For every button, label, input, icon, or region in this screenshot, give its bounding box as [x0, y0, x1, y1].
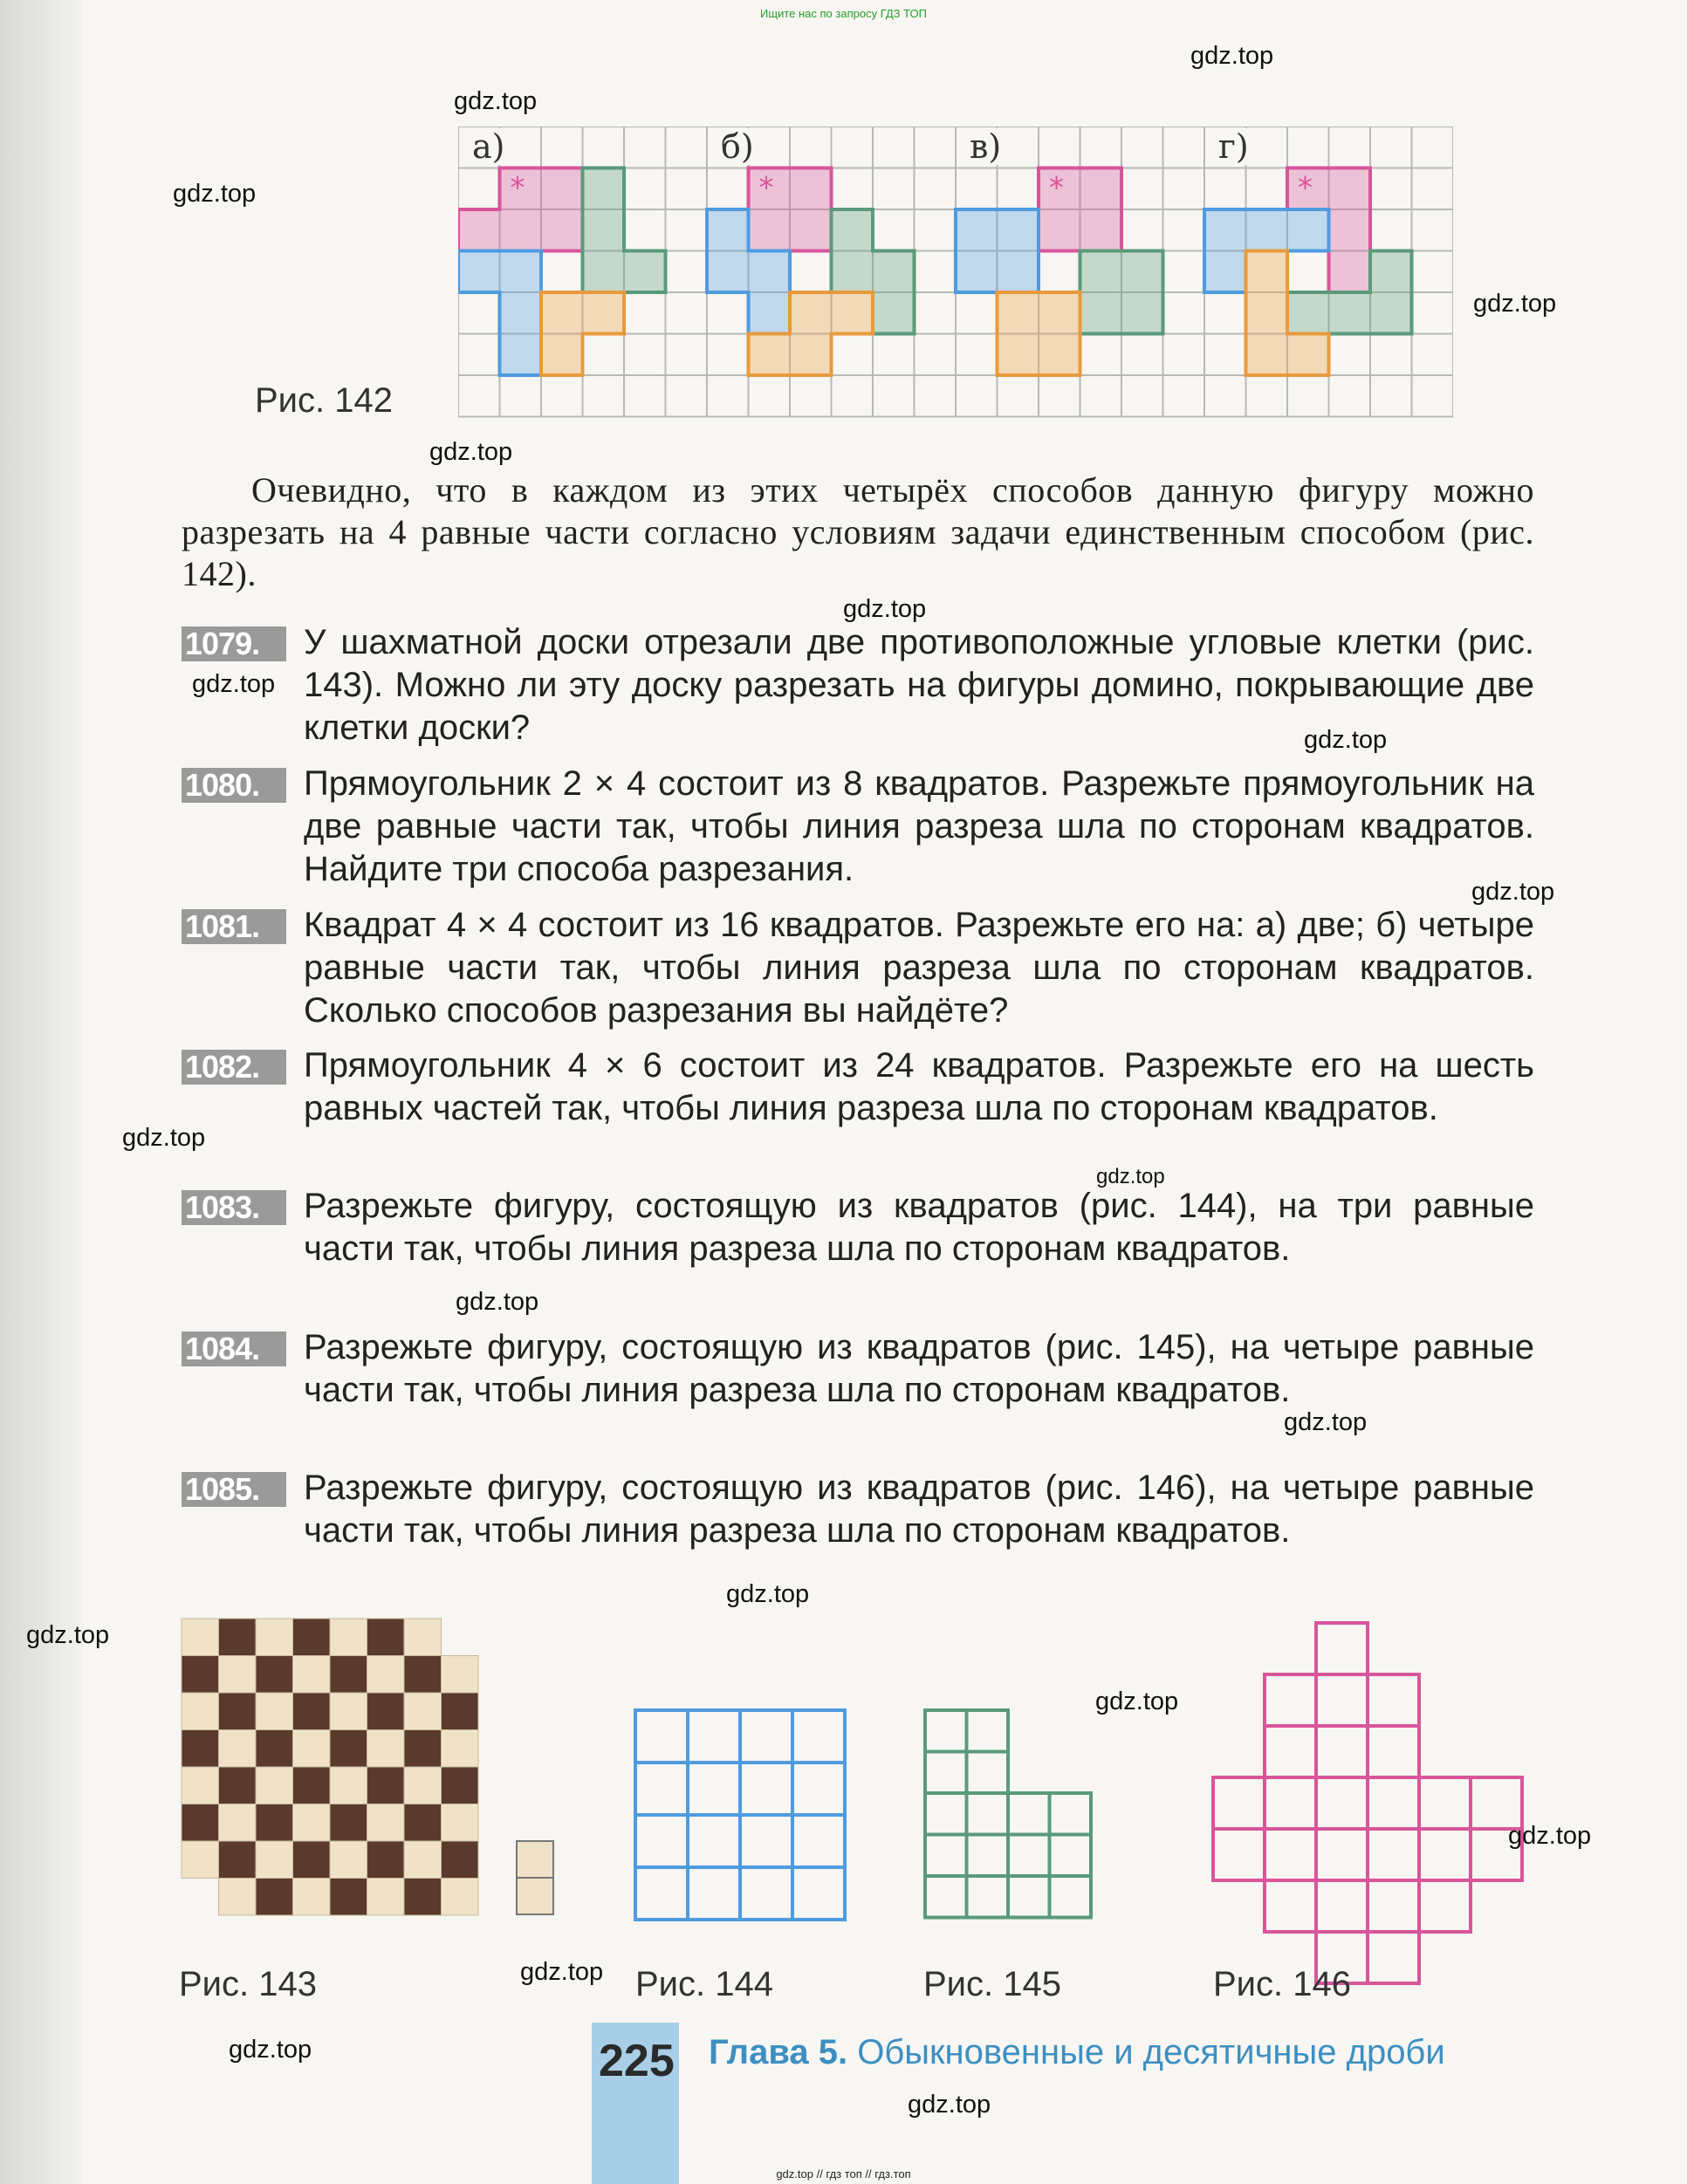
chess-square	[293, 1619, 331, 1656]
chess-square	[293, 1767, 331, 1804]
chess-square	[293, 1693, 331, 1730]
figure-146-caption: Рис. 146	[1213, 1965, 1351, 2003]
fig145-cell	[925, 1710, 967, 1752]
watermark: gdz.top	[122, 1124, 206, 1152]
chess-square	[404, 1619, 442, 1656]
chess-square	[442, 1693, 479, 1730]
figure-143-caption: Рис. 143	[179, 1965, 317, 2003]
problem-number: 1083.	[182, 1190, 286, 1225]
watermark: gdz.top	[1471, 878, 1555, 906]
chess-square	[404, 1841, 442, 1879]
chess-square	[182, 1656, 219, 1694]
watermark: gdz.top	[429, 438, 513, 466]
fig145-cell	[967, 1835, 1009, 1877]
watermark: gdz.top	[454, 87, 538, 115]
problem-text: Квадрат 4 × 4 состоит из 16 квадратов. Разрежьте его на: а) две; б) четыре равные части так, чтобы линия разреза шла по сторонам квадратов. Сколько способов разрезания вы найдёте?	[304, 906, 1534, 1030]
figure-144-caption: Рис. 144	[635, 1965, 773, 2003]
problem-text: Разрежьте фигуру, состоящую из квадратов (рис. 146), на четыре равные части так, чтобы линия разреза шла по сторонам квадратов.	[304, 1469, 1534, 1550]
problem-text: Прямоугольник 2 × 4 состоит из 8 квадратов. Разрежьте прямоугольник на две равные части так, чтобы линия разреза шла по сторонам квадратов. Найдите три способа разрезания.	[304, 764, 1534, 888]
fig146-cell	[1368, 1932, 1419, 1983]
chess-square	[293, 1656, 331, 1694]
variant-label: в)	[970, 127, 1002, 166]
chess-square	[256, 1767, 293, 1804]
problem-number: 1079.	[182, 626, 286, 661]
fig145-cell	[1008, 1793, 1050, 1835]
chess-square	[219, 1656, 257, 1694]
watermark: gdz.top	[1304, 726, 1388, 754]
chess-square	[182, 1693, 219, 1730]
fig146-cell	[1368, 1674, 1419, 1726]
chess-square	[367, 1879, 405, 1916]
chess-square	[256, 1656, 293, 1694]
fig144-cell	[792, 1710, 845, 1763]
chess-square	[442, 1841, 479, 1879]
fig146-cell	[1419, 1880, 1471, 1932]
chess-square	[330, 1767, 367, 1804]
chess-square	[404, 1656, 442, 1694]
fig146-cell	[1419, 1777, 1471, 1829]
domino-cell	[517, 1878, 553, 1914]
top-note: Ищите нас по запросу ГДЗ ТОП	[760, 7, 927, 20]
chess-square	[182, 1841, 219, 1879]
fig145-cell	[967, 1876, 1009, 1918]
fig146-cell	[1265, 1674, 1316, 1726]
watermark: gdz.top	[173, 180, 257, 208]
fig146-cell	[1316, 1674, 1368, 1726]
chess-square	[256, 1619, 293, 1656]
watermark: gdz.top	[520, 1958, 604, 1986]
chess-square	[404, 1693, 442, 1730]
fig145-cell	[925, 1752, 967, 1794]
chapter-heading	[709, 2033, 1445, 2072]
fig144-cell	[635, 1815, 688, 1867]
star-mark: *	[758, 170, 774, 206]
fig146-cell	[1265, 1880, 1316, 1932]
watermark: gdz.top	[1473, 290, 1557, 318]
domino-cell	[517, 1841, 553, 1878]
fig144-cell	[740, 1867, 792, 1920]
fig144-cell	[792, 1867, 845, 1920]
fig144-cell	[635, 1710, 688, 1763]
intro-paragraph: Очевидно, что в каждом из этих четырёх способов данную фигуру можно разрезать на 4 равные части согласно условиям задачи единственным способом (рис. 142).	[182, 470, 1534, 593]
chapter-title: Обыкновенные и десятичные дроби	[857, 2033, 1445, 2071]
watermark: gdz.top	[192, 670, 276, 698]
chess-square	[367, 1619, 405, 1656]
chapter-label: Глава 5.	[709, 2033, 848, 2071]
fig144-cell	[635, 1763, 688, 1815]
watermark: gdz.top	[726, 1580, 810, 1608]
fig145-cell	[925, 1835, 967, 1877]
chess-square	[367, 1767, 405, 1804]
fig145-cell	[1008, 1876, 1050, 1918]
chess-square	[442, 1730, 479, 1768]
chess-square	[442, 1879, 479, 1916]
chess-square	[219, 1619, 257, 1656]
figure-145-caption: Рис. 145	[923, 1965, 1061, 2003]
fig144-cell	[688, 1710, 740, 1763]
fig144-cell	[792, 1815, 845, 1867]
chess-square	[404, 1767, 442, 1804]
fig146-cell	[1265, 1777, 1316, 1829]
chess-square	[442, 1656, 479, 1694]
fig146-cell	[1368, 1726, 1419, 1777]
chess-square	[219, 1804, 257, 1842]
chess-square	[182, 1730, 219, 1768]
problem-number: 1084.	[182, 1332, 286, 1366]
fig146-cell	[1213, 1777, 1265, 1829]
chess-square	[256, 1693, 293, 1730]
chess-square	[293, 1804, 331, 1842]
fig146-cell	[1316, 1829, 1368, 1880]
chess-square	[219, 1693, 257, 1730]
chess-square	[219, 1767, 257, 1804]
fig146-cell	[1265, 1829, 1316, 1880]
fig146-cell	[1316, 1726, 1368, 1777]
chess-square	[330, 1619, 367, 1656]
star-mark: *	[510, 170, 525, 206]
chess-square	[330, 1656, 367, 1694]
watermark: gdz.top	[229, 2036, 312, 2064]
fig144-cell	[740, 1815, 792, 1867]
fig146-cell	[1368, 1777, 1419, 1829]
chess-square	[367, 1656, 405, 1694]
star-mark: *	[1298, 170, 1313, 206]
problem-text: У шахматной доски отрезали две противоположные угловые клетки (рис. 143). Можно ли эту доску разрезать на фигуры домино, покрывающие две клетки доски?	[304, 623, 1534, 747]
chess-square	[367, 1730, 405, 1768]
fig146-cell	[1316, 1623, 1368, 1674]
chess-square	[256, 1841, 293, 1879]
chess-square	[330, 1879, 367, 1916]
fig145-cell	[967, 1793, 1009, 1835]
fig146-cell	[1368, 1829, 1419, 1880]
bottom-note: gdz.top // гдз топ // гдз.топ	[776, 2167, 911, 2181]
problem-number: 1082.	[182, 1050, 286, 1085]
fig145-cell	[1050, 1835, 1092, 1877]
chess-square	[293, 1841, 331, 1879]
fig145-cell	[967, 1752, 1009, 1794]
chess-square	[330, 1804, 367, 1842]
fig146-cell	[1316, 1777, 1368, 1829]
page-number: 225	[599, 2036, 675, 2086]
chess-square	[256, 1730, 293, 1768]
chess-square	[330, 1693, 367, 1730]
chess-square	[182, 1767, 219, 1804]
chess-square	[256, 1879, 293, 1916]
chess-square	[442, 1767, 479, 1804]
fig146-cell	[1213, 1829, 1265, 1880]
chess-square	[293, 1879, 331, 1916]
chess-square	[219, 1730, 257, 1768]
chess-square	[293, 1730, 331, 1768]
fig145-cell	[925, 1876, 967, 1918]
watermark: gdz.top	[843, 595, 927, 623]
chess-square	[367, 1841, 405, 1879]
chess-square	[182, 1804, 219, 1842]
watermark: gdz.top	[26, 1621, 110, 1649]
problem-number: 1081.	[182, 909, 286, 944]
page-number-tab	[592, 2023, 679, 2184]
star-mark: *	[1049, 170, 1064, 206]
fig145-cell	[1050, 1876, 1092, 1918]
fig145-cell	[967, 1710, 1009, 1752]
fig144-cell	[688, 1815, 740, 1867]
chess-square	[367, 1693, 405, 1730]
fig144-cell	[792, 1763, 845, 1815]
problem-text: Разрежьте фигуру, состоящую из квадратов (рис. 145), на четыре равные части так, чтобы линия разреза шла по сторонам квадратов.	[304, 1328, 1534, 1409]
variant-label: б)	[721, 127, 754, 166]
chess-square	[256, 1804, 293, 1842]
chess-square	[330, 1730, 367, 1768]
chess-square	[404, 1879, 442, 1916]
problem-text: Прямоугольник 4 × 6 состоит из 24 квадратов. Разрежьте его на шесть равных частей так, чтобы линия разреза шла по сторонам квадратов.	[304, 1046, 1534, 1127]
chess-square	[404, 1730, 442, 1768]
watermark: gdz.top	[1190, 42, 1274, 70]
fig145-cell	[925, 1793, 967, 1835]
chess-square	[219, 1879, 257, 1916]
fig144-cell	[688, 1867, 740, 1920]
problem-text: Разрежьте фигуру, состоящую из квадратов (рис. 144), на три равные части так, чтобы линия разреза шла по сторонам квадратов.	[304, 1187, 1534, 1268]
watermark: gdz.top	[1284, 1408, 1368, 1436]
chess-square	[404, 1804, 442, 1842]
variant-label: г)	[1218, 127, 1249, 166]
chess-square	[219, 1841, 257, 1879]
fig144-cell	[688, 1763, 740, 1815]
fig145-cell	[1050, 1793, 1092, 1835]
fig144-cell	[740, 1763, 792, 1815]
watermark: gdz.top	[1508, 1822, 1592, 1850]
fig144-cell	[635, 1867, 688, 1920]
fig145-cell	[1008, 1835, 1050, 1877]
chess-square	[367, 1804, 405, 1842]
watermark: gdz.top	[1095, 1688, 1179, 1715]
problem-number: 1085.	[182, 1472, 286, 1507]
watermark: gdz.top	[908, 2091, 991, 2119]
chess-square	[330, 1841, 367, 1879]
fig146-cell	[1368, 1880, 1419, 1932]
fig146-cell	[1419, 1829, 1471, 1880]
chess-square	[442, 1804, 479, 1842]
fig146-cell	[1316, 1880, 1368, 1932]
watermark: gdz.top	[1096, 1165, 1165, 1188]
figure-142-caption: Рис. 142	[255, 381, 393, 420]
chess-square	[182, 1619, 219, 1656]
problem-number: 1080.	[182, 768, 286, 803]
watermark: gdz.top	[456, 1288, 539, 1316]
fig144-cell	[740, 1710, 792, 1763]
variant-label: а)	[472, 127, 505, 166]
fig146-cell	[1265, 1726, 1316, 1777]
